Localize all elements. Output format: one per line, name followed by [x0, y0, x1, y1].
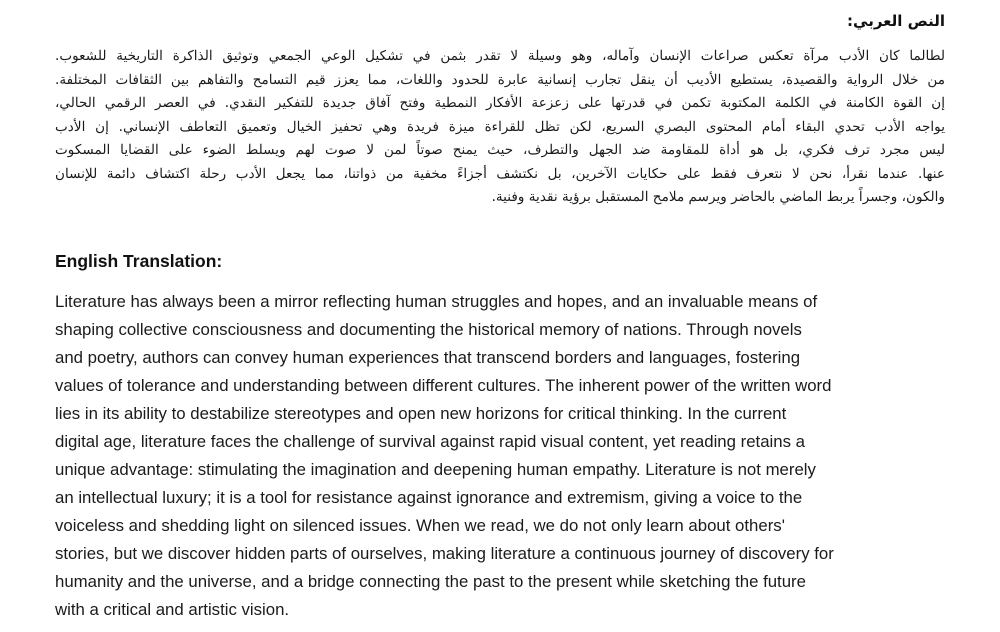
english-line: with a critical and artistic vision.: [55, 600, 290, 619]
arabic-line: إن القوة الكامنة في الكلمة المكتوبة تكمن في قدرتها على زعزعة الأفكار النمطية وفتح آفاق جديدة للتفكير النقدي. في العصر الرقمي الحالي،: [55, 95, 945, 111]
arabic-line: ليس مجرد ترف فكري، بل هو أداة للمقاومة ضد الجهل والتطرف، حيث يمنح صوتاً لمن لا صوت لهم ويسلط الضوء على القضايا المسكوت: [55, 142, 945, 158]
english-line: stories, but we discover hidden parts of ourselves, making literature a continuous journey of discovery for: [55, 544, 834, 563]
english-line: humanity and the universe, and a bridge connecting the past to the present while sketching the future: [55, 572, 806, 591]
arabic-section-heading: النص العربي:: [847, 12, 945, 30]
english-line: shaping collective consciousness and documenting the historical memory of nations. Through novels: [55, 320, 802, 339]
english-paragraph: [55, 288, 955, 624]
arabic-line: من خلال الرواية والقصيدة، يستطيع الأديب أن ينقل تجارب إنسانية عابرة للحدود واللغات، مما يعزز قيم التسامح والتفاهم بين الثقافات المختلفة.: [55, 71, 945, 88]
english-line: unique advantage: stimulating the imagination and deepening human empathy. Literature is not merely: [55, 460, 816, 479]
arabic-line: والكون، وجسراً يربط الماضي بالحاضر ويرسم ملامح المستقبل برؤية نقدية وفنية.: [491, 189, 945, 205]
english-line: an intellectual luxury; it is a tool for resistance against ignorance and extremism, giving a voice to the: [55, 488, 803, 507]
english-line: and poetry, authors can convey human experiences that transcend borders and languages, fostering: [55, 348, 801, 367]
arabic-line: عنها. عندما نقرأ، نحن لا نتعرف فقط على حكايات الآخرين، بل نكتشف أجزاءً مخفية من ذواتنا، مما يجعل الأدب رحلة اكتشاف دائمة للإنسان: [55, 165, 945, 182]
english-line: digital age, literature faces the challenge of survival against rapid visual content, yet reading retains a: [55, 432, 806, 451]
english-line: lies in its ability to destabilize stereotypes and open new horizons for critical thinking. In the current: [55, 404, 787, 423]
english-section-heading: English Translation:: [55, 251, 223, 271]
english-line: Literature has always been a mirror reflecting human struggles and hopes, and an invaluable means of: [55, 292, 818, 311]
arabic-line: لطالما كان الأدب مرآة تعكس صراعات الإنسان وآماله، وهو وسيلة لا تقدر بثمن في تشكيل الوعي الجمعي وتوثيق الذاكرة التاريخية للشعوب.: [55, 48, 945, 64]
english-line: voiceless and shedding light on silenced issues. When we read, we do not only learn about others': [55, 516, 785, 535]
english-line: values of tolerance and understanding between different cultures. The inherent power of the written word: [55, 376, 832, 395]
arabic-paragraph: [55, 45, 945, 210]
arabic-line: يواجه الأدب تحدي البقاء أمام المحتوى البصري السريع، لكن تظل للقراءة ميزة فريدة وهي تحفيز الخيال وتعميق التعاطف الإنساني. إن الأدب: [55, 118, 945, 135]
